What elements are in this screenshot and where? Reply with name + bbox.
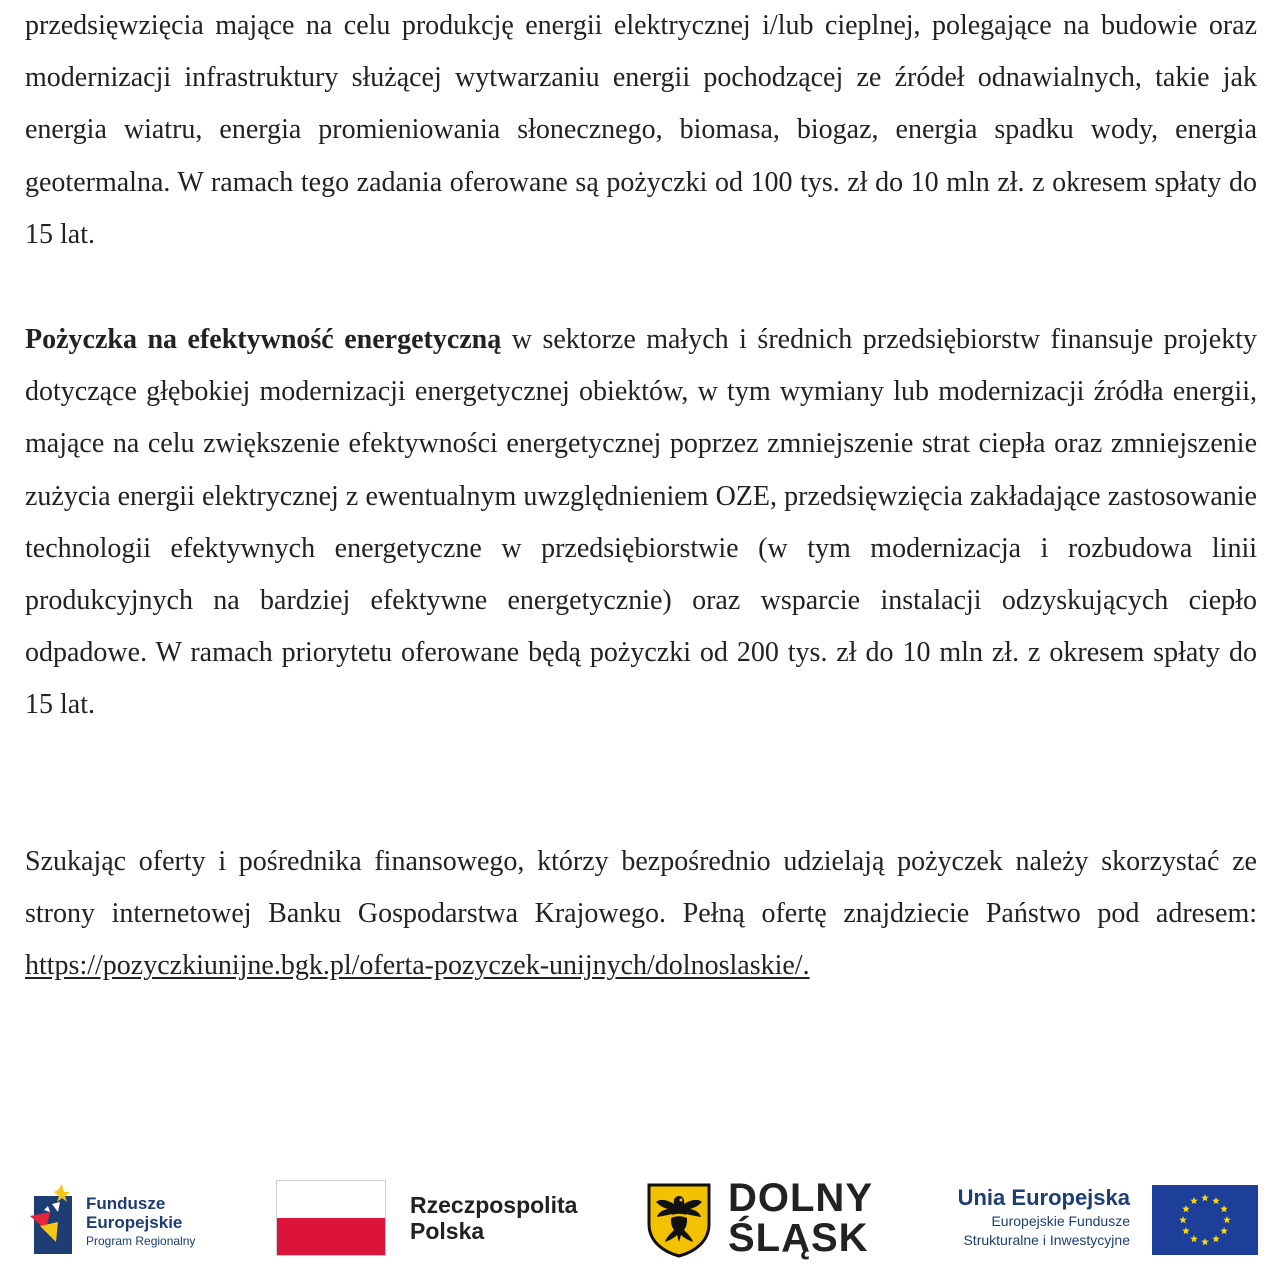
eu-flag-icon [1152,1185,1258,1255]
paragraph-offer-info [25,836,1257,993]
dolny-slask-line1: DOLNY [728,1176,873,1220]
energy-efficiency-loan-text: w sektorze małych i średnich przedsiębiorstw finansuje projekty dotyczące głębokiej modernizacji energetycznej obiektów, w tym wymiany lub modernizacji źródła energii, mające na celu zwiększenie efektywności energetycznej poprzez zmniejszenie strat ciepła oraz zmniejszenie zużycia energii elektrycznej z ewentualnym uwzględnieniem OZE, przedsięwzięcia zakładające zastosowanie technologii efektywnych energetyczne w przedsiębiorstwie (w tym modernizacja i rozbudowa linii produkcyjnych na bardziej efektywne energetycznie) oraz wsparcie instalacji odzyskujących ciepło odpadowe. W ramach priorytetu oferowane będą pożyczki od 200 tys. zł do 10 mln zł. z okresem spłaty do 15 lat. [25,324,1257,721]
fundusze-europejskie-logo [28,1182,228,1258]
rzeczpospolita-line1: Rzeczpospolita [410,1192,578,1218]
fundusze-line3: Program Regionalny [86,1234,196,1248]
polish-flag-icon [276,1180,386,1256]
fundusze-line2: Europejskie [86,1213,183,1232]
unia-line1: Unia Europejska [957,1185,1130,1210]
unia-europejska-logo [900,1184,1130,1250]
dolny-slask-logo [728,1178,873,1258]
paragraph-renewable-energy [25,0,1257,261]
logo-footer [0,1170,1280,1270]
fundusze-europejskie-icon [28,1182,84,1258]
fundusze-line1: Fundusze [86,1194,166,1213]
dolny-slask-line2: ŚLĄSK [728,1216,869,1260]
unia-line3: Strukturalne i Inwestycyjne [963,1232,1130,1248]
offer-info-text: Szukając oferty i pośrednika finansowego, którzy bezpośrednio udzielają pożyczek należy skorzystać ze strony internetowej Banku Gospodarstwa Krajowego. Pełną ofertę znajdziecie Państwo pod adresem: [25,846,1257,930]
dolny-slask-crest-icon [646,1182,712,1258]
energy-efficiency-loan-heading: Pożyczka na efektywność energetyczną [25,324,502,355]
paragraph-energy-efficiency-loan [25,314,1257,732]
bgk-offer-link[interactable]: https://pozyczkiunijne.bgk.pl/oferta-pozyczek-unijnych/dolnoslaskie/. [25,950,810,982]
rzeczpospolita-polska-logo [410,1192,577,1244]
rzeczpospolita-line2: Polska [410,1218,485,1244]
paragraph-renewable-energy-text: przedsięwzięcia mające na celu produkcję energii elektrycznej i/lub cieplnej, polegające na budowie oraz modernizacji infrastruktury służącej wytwarzaniu energii pochodzącej ze źródeł odnawialnych, takie jak energia wiatru, energia promieniowania słonecznego, biomasa, biogaz, energia spadku wody, energia geotermalna. W ramach tego zadania oferowane są pożyczki od 100 tys. zł do 10 mln zł. z okresem spłaty do 15 lat. [25,10,1257,250]
unia-line2: Europejskie Fundusze [991,1213,1130,1229]
